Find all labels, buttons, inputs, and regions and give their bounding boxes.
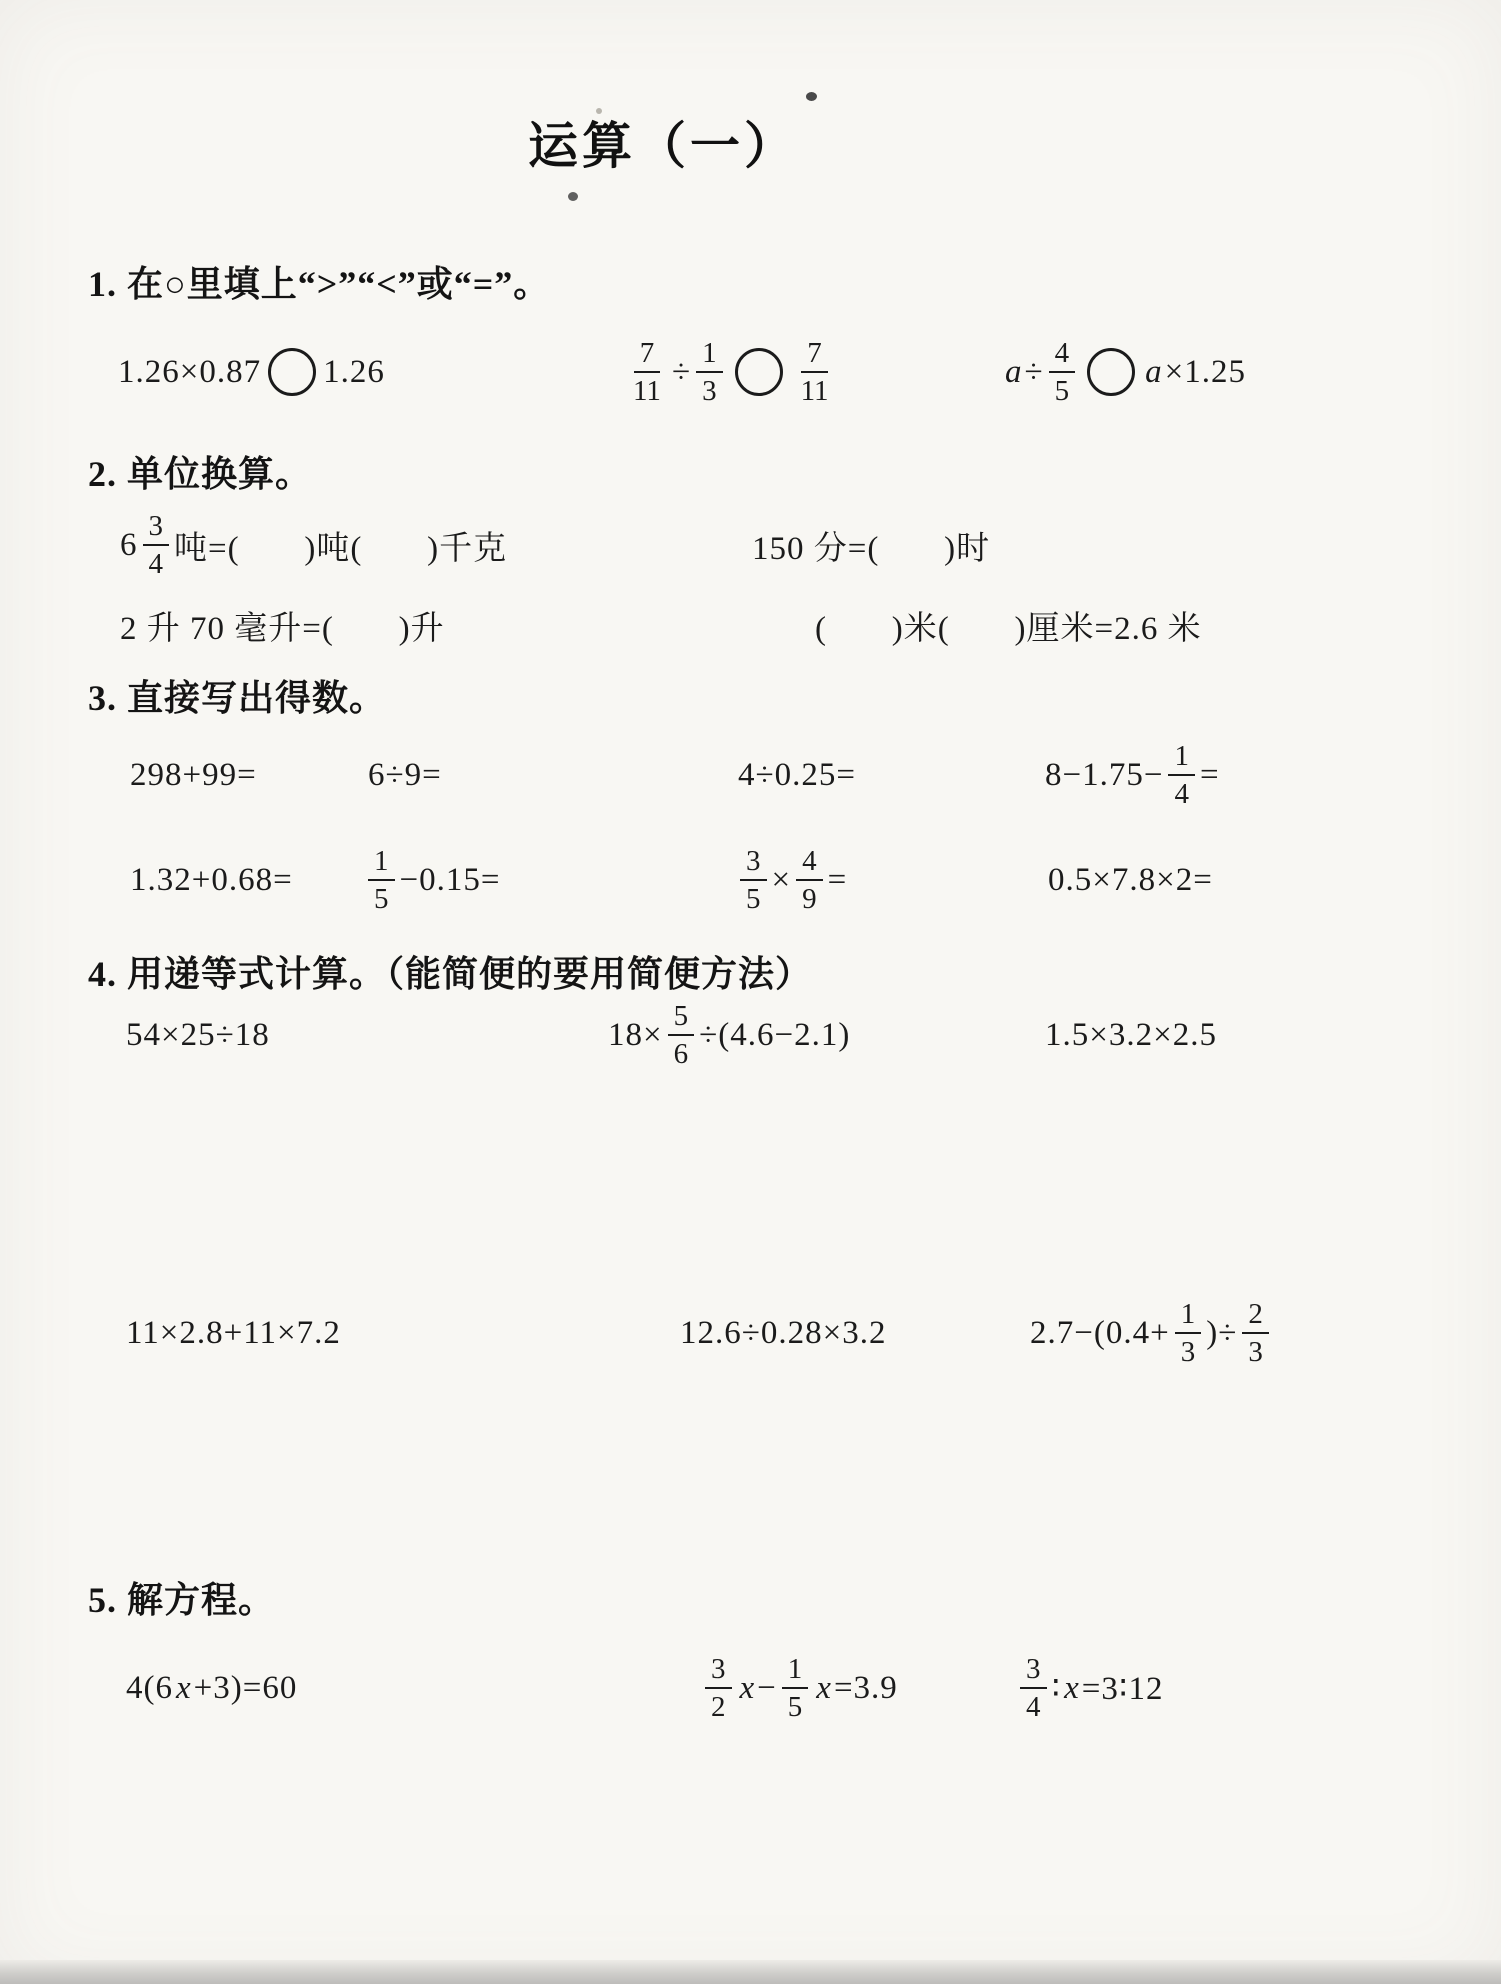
- math-text: +3)=60: [193, 1669, 298, 1706]
- q3-mental-item-6: [363, 832, 500, 928]
- math-text: 11×2.8+11×7.2: [126, 1314, 341, 1351]
- q4-calc-item-3: [1045, 987, 1217, 1083]
- fraction: [796, 845, 823, 916]
- math-text: ×: [771, 861, 792, 898]
- q1-compare-item-2: [622, 324, 840, 420]
- q4-calc-item-4: [126, 1285, 341, 1381]
- math-text: ∶: [1051, 1671, 1062, 1707]
- math-text: 4(6: [126, 1669, 173, 1706]
- fraction: [627, 337, 667, 408]
- math-text: 1.5×3.2×2.5: [1045, 1016, 1217, 1053]
- fraction: [368, 845, 395, 916]
- page-title: 运算（一）: [528, 118, 798, 174]
- question-3-header: 3. 直接写出得数。: [88, 678, 387, 718]
- math-text: 1.26×0.87: [118, 353, 262, 390]
- math-text: 54×25÷18: [126, 1016, 270, 1053]
- fraction-denominator: 4: [148, 548, 163, 580]
- fraction-denominator: 11: [633, 375, 661, 407]
- math-variable: x: [739, 1669, 755, 1706]
- q5-equation-item-3: [1015, 1640, 1163, 1736]
- q3-mental-item-2: [368, 727, 442, 823]
- fraction-numerator: 3: [740, 845, 767, 881]
- question-4-header: 4. 用递等式计算。（能简便的要用简便方法）: [88, 954, 813, 994]
- fraction: [668, 1000, 695, 1071]
- q3-mental-item-1: [130, 727, 257, 823]
- fraction-denominator: 5: [787, 1691, 803, 1723]
- fraction-numerator: 5: [668, 1000, 695, 1036]
- fraction-numerator: 1: [696, 337, 723, 373]
- answer-circle: [268, 348, 316, 396]
- fraction: [795, 337, 835, 408]
- fraction-numerator: 1: [782, 1653, 809, 1689]
- fraction-denominator: 5: [374, 883, 389, 915]
- fraction-denominator: 9: [802, 883, 817, 915]
- fraction-numerator: 2: [1242, 1298, 1269, 1334]
- fraction: [1020, 1653, 1047, 1724]
- fraction-numerator: 3: [143, 510, 170, 546]
- q2-conversion-item-3: [120, 577, 445, 673]
- math-text: =: [1199, 756, 1220, 793]
- fraction-denominator: 3: [1180, 1336, 1196, 1368]
- fraction-denominator: 4: [1174, 778, 1189, 810]
- fraction-numerator: 3: [1020, 1653, 1047, 1689]
- math-text: =3∶12: [1081, 1671, 1164, 1707]
- q1-compare-item-1: [118, 324, 385, 420]
- fraction: [696, 337, 723, 408]
- math-text: 2 升 70 毫升=( )升: [120, 610, 445, 647]
- math-text: ( )米( )厘米=2.6 米: [815, 610, 1202, 647]
- fraction: [1049, 337, 1076, 408]
- fraction-denominator: 5: [746, 883, 761, 915]
- math-text: 6÷9=: [368, 756, 442, 793]
- q2-conversion-item-4: [815, 577, 1202, 673]
- math-text: 18×: [608, 1016, 663, 1053]
- fraction-numerator: 1: [1175, 1298, 1202, 1334]
- fraction-numerator: 7: [801, 337, 828, 373]
- fraction-denominator: 3: [1248, 1336, 1263, 1368]
- q3-mental-item-7: [735, 832, 847, 928]
- answer-circle: [1087, 348, 1135, 396]
- question-2-header: 2. 单位换算。: [88, 454, 313, 494]
- q1-compare-item-3: [1002, 324, 1246, 420]
- math-text: ÷: [671, 353, 692, 390]
- fraction-numerator: 3: [705, 1653, 732, 1689]
- scan-speck: [596, 108, 602, 114]
- math-text: 12.6÷0.28×3.2: [680, 1314, 887, 1351]
- q4-calc-item-6: [1030, 1285, 1274, 1381]
- scan-speck: [568, 192, 578, 201]
- math-text: ÷: [1024, 353, 1044, 390]
- q3-mental-item-3: [738, 727, 856, 823]
- answer-circle: [735, 348, 783, 396]
- question-5-header: 5. 解方程。: [88, 1580, 276, 1620]
- math-text: 298+99=: [130, 756, 257, 793]
- fraction-denominator: 4: [1026, 1691, 1041, 1723]
- fraction-numerator: 1: [368, 845, 395, 881]
- question-1-header: 1. 在○里填上“>”“<”或“=”。: [88, 264, 551, 304]
- fraction-numerator: 1: [1168, 740, 1195, 776]
- math-text: 吨=( )吨( )千克: [174, 530, 508, 567]
- fraction-denominator: 5: [1054, 375, 1070, 407]
- fraction-denominator: 11: [800, 375, 829, 407]
- math-text: ÷(4.6−2.1): [699, 1016, 851, 1053]
- fraction: [705, 1653, 732, 1724]
- math-variable: x: [1064, 1669, 1079, 1706]
- scan-speck: [806, 92, 817, 101]
- fraction-denominator: 2: [711, 1691, 726, 1723]
- math-text: ×1.25: [1164, 353, 1246, 390]
- math-text: 8−1.75−: [1045, 756, 1164, 793]
- q4-calc-item-2: [608, 987, 850, 1083]
- q5-equation-item-2: [700, 1640, 898, 1736]
- math-variable: x: [816, 1669, 831, 1706]
- math-text: −: [757, 1669, 777, 1706]
- math-text: 0.5×7.8×2=: [1048, 861, 1213, 898]
- math-text: 4÷0.25=: [738, 756, 856, 793]
- math-text: 150 分=( )时: [752, 530, 991, 567]
- math-variable: a: [1145, 353, 1162, 390]
- fraction: [1242, 1298, 1269, 1369]
- math-text: −0.15=: [399, 861, 501, 898]
- math-variable: x: [176, 1669, 191, 1706]
- q4-calc-item-5: [680, 1285, 886, 1381]
- fraction-numerator: 4: [796, 845, 823, 881]
- math-variable: a: [1005, 353, 1022, 390]
- math-text: 2.7−(0.4+: [1030, 1314, 1170, 1351]
- math-text: 6: [120, 526, 138, 563]
- q3-mental-item-8: [1048, 832, 1213, 928]
- q4-calc-item-1: [126, 987, 270, 1083]
- math-text: 1.26: [323, 353, 385, 390]
- math-text: )÷: [1206, 1314, 1238, 1351]
- scan-edge-shadow: [0, 1960, 1501, 1984]
- q5-equation-item-1: [126, 1640, 297, 1736]
- fraction-numerator: 7: [634, 337, 661, 373]
- q3-mental-item-5: [130, 832, 293, 928]
- fraction-denominator: 3: [702, 375, 717, 407]
- fraction-numerator: 4: [1049, 337, 1076, 373]
- fraction: [740, 845, 767, 916]
- fraction: [1168, 740, 1195, 811]
- fraction: [1175, 1298, 1202, 1369]
- math-text: 1.32+0.68=: [130, 861, 293, 898]
- fraction-denominator: 6: [673, 1038, 689, 1070]
- fraction: [143, 510, 170, 581]
- math-text: =: [827, 861, 848, 898]
- fraction: [782, 1653, 809, 1724]
- q3-mental-item-4: [1045, 727, 1220, 823]
- math-text: =3.9: [833, 1669, 898, 1706]
